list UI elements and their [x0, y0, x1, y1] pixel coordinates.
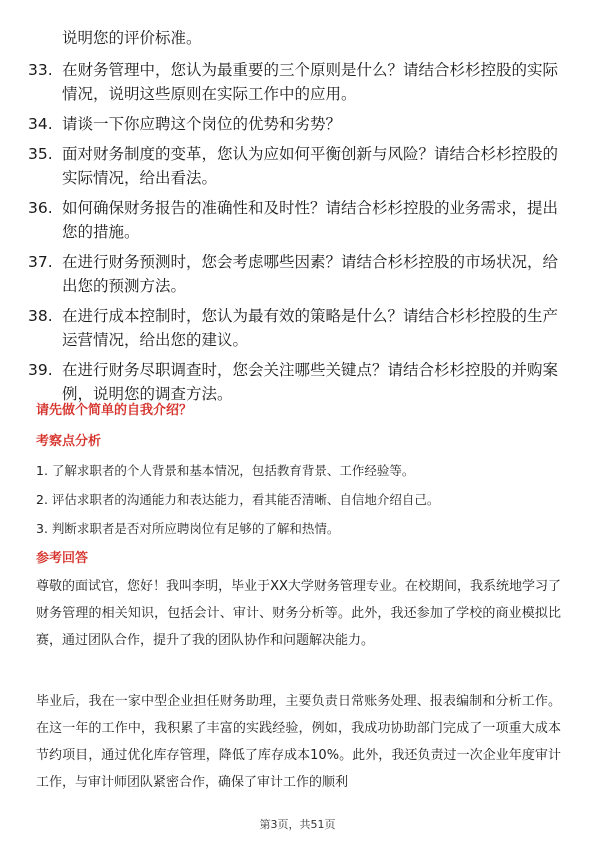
- answer-heading: 参考回答: [36, 551, 89, 566]
- question-text: 如何确保财务报告的准确性和及时性？请结合杉杉控股的业务需求，提出您的措施。: [62, 199, 559, 241]
- page-footer: 第3页，共51页: [259, 818, 336, 831]
- analysis-heading: 考察点分析: [36, 434, 102, 449]
- question-list: [28, 58, 568, 412]
- question-item: [28, 250, 568, 298]
- question-number: 38.: [28, 307, 53, 325]
- question-number: 37.: [28, 253, 53, 271]
- question-text: 在进行成本控制时，您认为最有效的策略是什么？请结合杉杉控股的生产运营情况，给出您的建议。: [62, 307, 559, 349]
- question-item: [28, 58, 568, 106]
- analysis-section: [36, 432, 561, 539]
- intro-question-heading: 请先做个简单的自我介绍？: [36, 403, 193, 418]
- answer-paragraph: 毕业后，我在一家中型企业担任财务助理，主要负责日常账务处理、报表编制和分析工作。在这一年的工作中，我积累了丰富的实践经验，例如，我成功协助部门完成了一项重大成本节约项目，通过优化库存管理，降低了库存成本10%。此外，我还负责过一次企业年度审计工作，与审计师团队紧密合作，确保了审计工作的顺利: [36, 694, 561, 790]
- question-number: 39.: [28, 361, 53, 379]
- question-item: [28, 112, 568, 136]
- question-text: 在进行财务预测时，您会考虑哪些因素？请结合杉杉控股的市场状况，给出您的预测方法。: [62, 253, 559, 295]
- question-item: [28, 142, 568, 190]
- question-number: 35.: [28, 145, 53, 163]
- question-item: [28, 358, 568, 406]
- question-number: 33.: [28, 61, 53, 79]
- question-text: 面对财务制度的变革，您认为应如何平衡创新与风险？请结合杉杉控股的实际情况，给出看法。: [62, 145, 559, 187]
- question-item: [28, 196, 568, 244]
- answer-section: [36, 549, 561, 796]
- intro-question-section: [36, 401, 561, 421]
- question-number: 34.: [28, 115, 53, 133]
- answer-paragraph: 尊敬的面试官，您好！我叫李明，毕业于XX大学财务管理专业。在校期间，我系统地学习了财务管理的相关知识，包括会计、审计、财务分析等。此外，我还参加了学校的商业模拟比赛，通过团队合作，提升了我的团队协作和问题解决能力。: [36, 579, 561, 648]
- question-text: 在进行财务尽职调查时，您会关注哪些关键点？请结合杉杉控股的并购案例，说明您的调查方法。: [62, 361, 559, 403]
- analysis-item: 3. 判断求职者是否对所应聘岗位有足够的了解和热情。: [36, 521, 340, 536]
- analysis-item: 1. 了解求职者的个人背景和基本情况，包括教育背景、工作经验等。: [36, 463, 415, 478]
- analysis-item: 2. 评估求职者的沟通能力和表达能力，看其能否清晰、自信地介绍自己。: [36, 492, 440, 507]
- continuation-text: 说明您的评价标准。: [62, 29, 202, 47]
- question-item: [28, 304, 568, 352]
- question-text: 在财务管理中，您认为最重要的三个原则是什么？请结合杉杉控股的实际情况，说明这些原则在实际工作中的应用。: [62, 61, 559, 103]
- question-number: 36.: [28, 199, 53, 217]
- question-text: 请谈一下你应聘这个岗位的优势和劣势？: [62, 115, 342, 133]
